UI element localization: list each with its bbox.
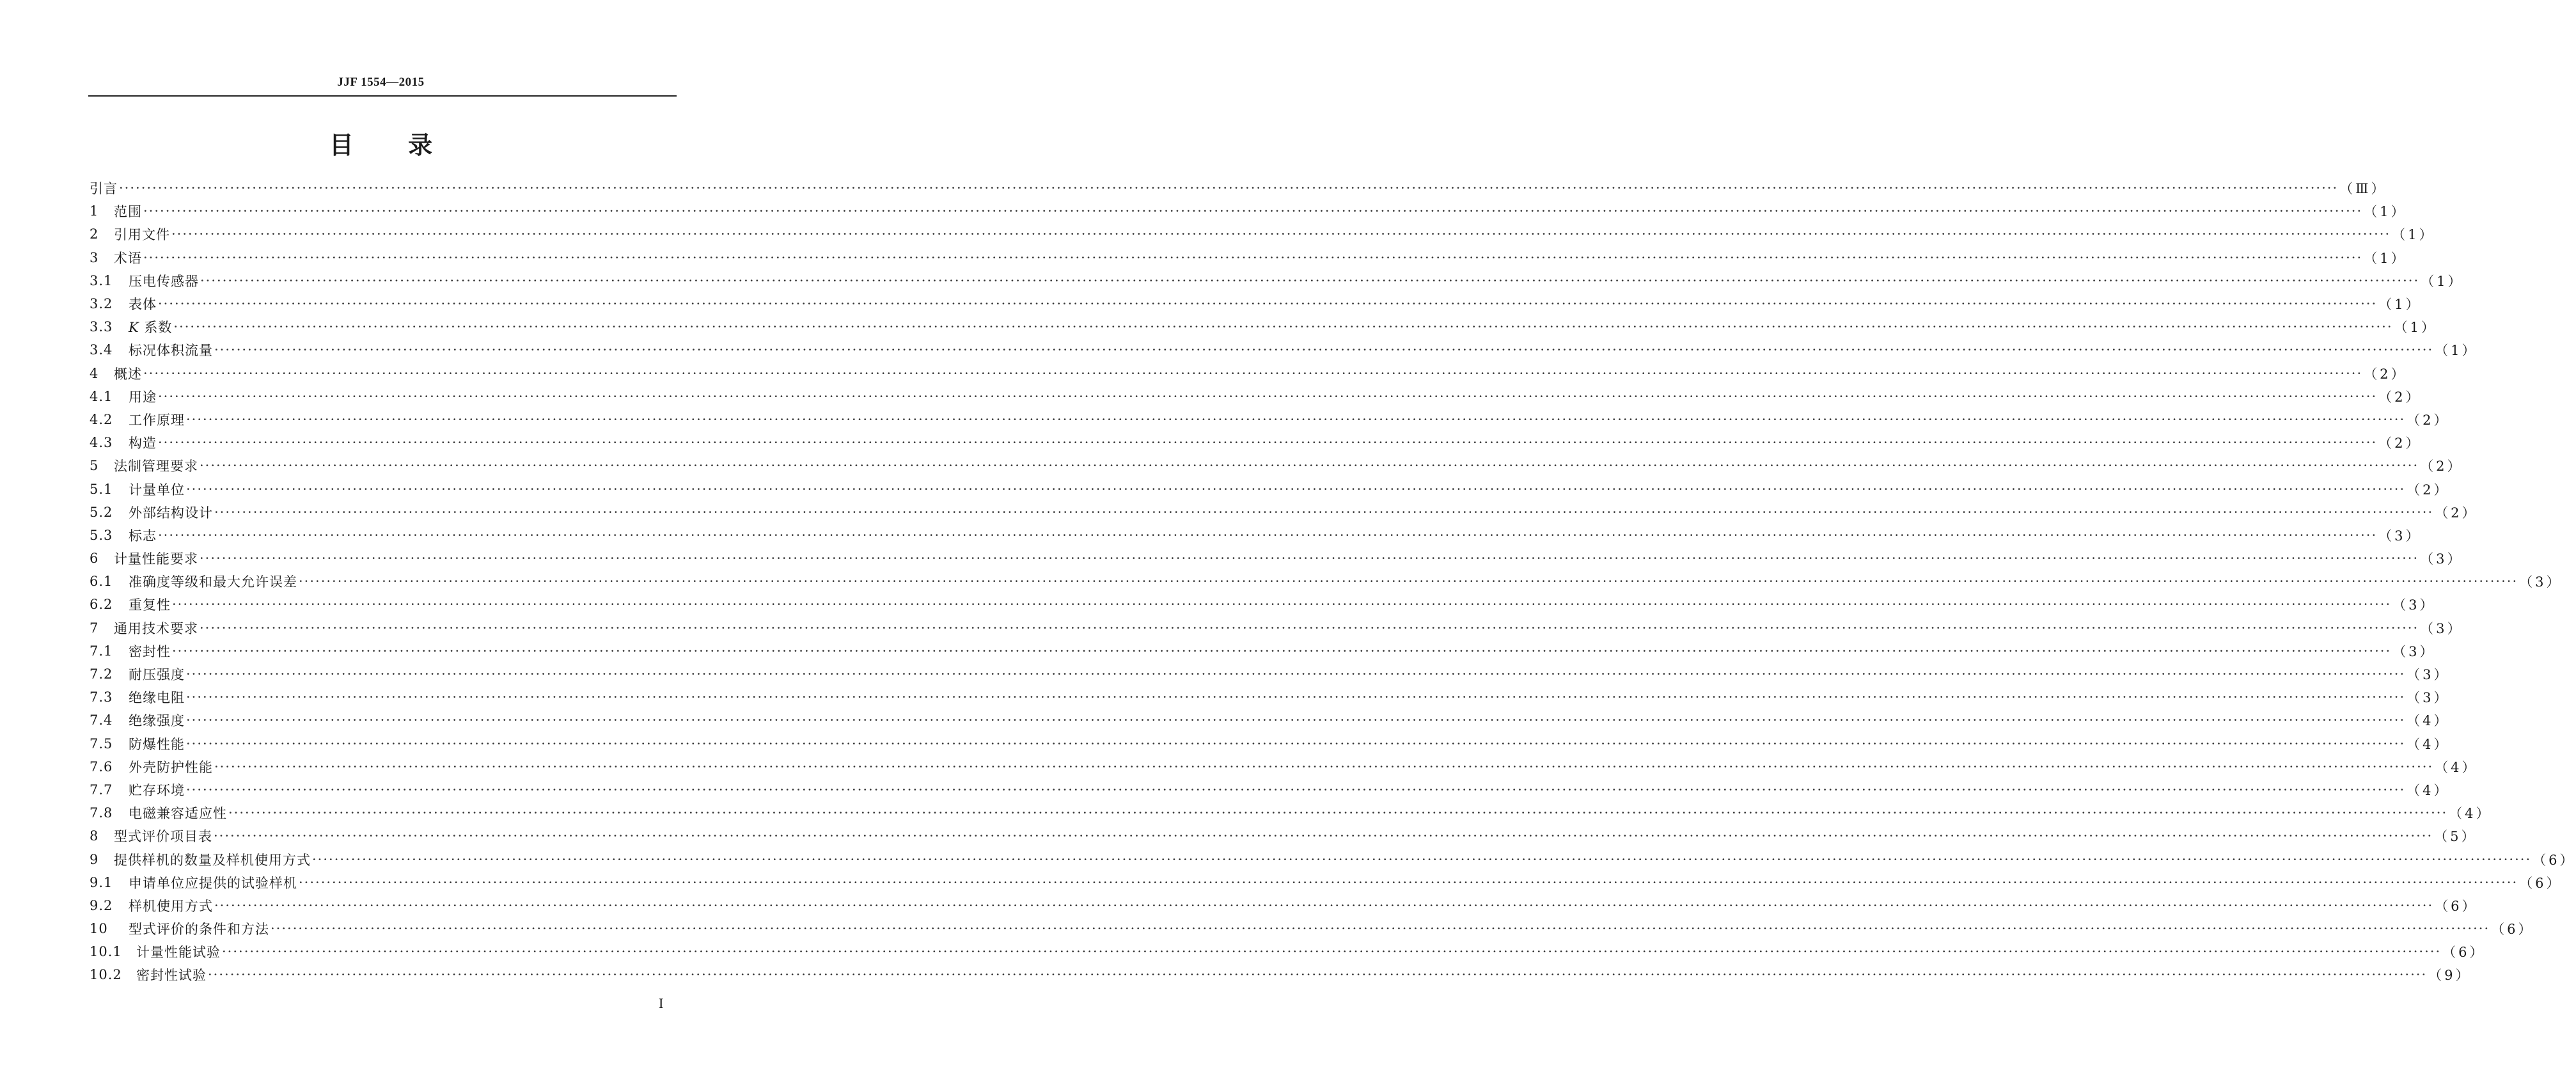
toc-entry-number: 10.1 [90,944,122,960]
toc-entry-title-text: 申请单位应提供的试验样机 [129,875,297,891]
toc-entry[interactable] [90,871,2563,894]
toc-entry-title [129,317,172,336]
toc-leader-dots: ················································································································································································································································································································································································································ [208,967,2428,983]
toc-entry-number: 7.5 [90,735,113,751]
toc-entry[interactable] [90,362,2407,385]
toc-leader-dots: ················································································································································································································································································································································································································ [158,388,2378,404]
toc-entry-title-text: 型式评价项目表 [114,829,212,845]
toc-entry-page: （3） [2420,551,2463,567]
toc-entry-number: 3.4 [90,342,113,358]
toc-entry-title [129,595,171,614]
toc-entry[interactable] [90,223,2435,246]
toc-entry-number: 10 [90,921,108,937]
toc-entry-page: （4） [2407,713,2450,729]
toc-entry-title [114,456,198,475]
toc-entry-number: 7.3 [90,689,113,705]
toc-entry[interactable] [90,801,2492,824]
toc-entry-number: 7.7 [90,782,113,798]
toc-entry-title-text: 计量性能要求 [114,551,198,567]
toc-entry-page: （6） [2435,898,2478,914]
toc-entry-title [136,942,221,961]
toc-entry-title [129,410,185,429]
toc-entry[interactable] [90,246,2407,269]
toc-entry-title [129,711,185,730]
toc-entry-title-text: 通用技术要求 [114,620,198,636]
toc-entry-title [129,433,157,452]
page-number: I [659,995,664,1011]
toc-entry-title [129,734,185,753]
toc-entry[interactable] [90,547,2463,570]
toc-entry-number: 10.2 [90,967,122,983]
toc-entry-number: 7 [90,620,99,636]
toc-entry[interactable] [90,454,2463,477]
toc-entry-page: （6） [2491,922,2534,938]
toc-entry-number: 6 [90,551,99,567]
toc-entry-title-text: 耐压强度 [129,667,185,683]
toc-entry-title [129,340,213,359]
toc-entry-title [129,294,157,313]
toc-entry-title [129,780,185,799]
toc-entry[interactable] [90,477,2450,500]
toc-entry-title-text: 防爆性能 [129,736,185,752]
toc-entry-title [90,178,118,198]
toc-entry-title [114,549,198,568]
toc-entry-title [129,803,227,822]
toc-entry-number: 3.1 [90,272,113,288]
toc-entry-page: （2） [2378,389,2422,405]
toc-leader-dots: ················································································································································································································································································································································································································ [186,689,2406,705]
toc-leader-dots: ················································································································································································································································································································································································································ [214,828,2433,844]
toc-entry-page: （1） [2378,297,2422,313]
toc-leader-dots: ················································································································································································································································································································································································································ [119,180,2339,196]
toc-entry-title-text: 计量性能试验 [136,945,221,961]
toc-entry-title [114,618,198,638]
toc-leader-dots: ················································································································································································································································································································································································································ [172,643,2392,659]
toc-entry-page: （1） [2364,250,2407,266]
toc-entry-number: 3.3 [90,319,113,335]
toc-entry-title-text: 绝缘电阻 [129,690,185,706]
toc-entry-title-text: 构造 [129,436,157,452]
toc-entry[interactable] [90,570,2563,593]
toc-leader-dots: ················································································································································································································································································································································································································ [186,712,2406,728]
toc-entry-number: 5.2 [90,504,113,520]
toc-entry-title [114,248,142,267]
toc-entry-title [129,664,185,684]
toc-entry-number: 5.1 [90,481,113,497]
toc-entry[interactable] [90,917,2534,940]
toc-entry-title-text: 密封性试验 [136,968,207,984]
toc-entry-page: （4） [2435,759,2478,775]
toc-leader-dots: ················································································································································································································································································································································································································ [299,574,2518,590]
toc-entry-title [129,641,171,661]
toc-entry-number: 7.8 [90,805,113,821]
toc-entry[interactable] [90,778,2450,801]
toc-entry-page: （1） [2364,204,2407,220]
toc-entry-page: （5） [2434,829,2478,845]
toc-entry-title-text: 样机使用方式 [129,898,213,914]
toc-entry-number: 1 [90,203,99,219]
toc-entry-page: （3） [2407,690,2450,706]
toc-entry[interactable] [90,524,2422,547]
toc-entry[interactable] [90,501,2478,524]
toc-leader-dots: ················································································································································································································································································································································································································ [143,249,2363,265]
toc-entry-title-text: 电磁兼容适应性 [129,806,227,822]
toc-entry[interactable] [90,963,2472,986]
toc-entry-number: 8 [90,828,99,844]
toc-leader-dots: ················································································································································································································································································································································································································ [214,897,2434,913]
toc-leader-dots: ················································································································································································································································································································································································································ [271,921,2490,937]
toc-entry-title [129,503,213,522]
toc-entry-number: 9 [90,851,99,867]
toc-leader-dots: ················································································································································································································································································································································································································ [200,620,2419,636]
toc-leader-dots: ················································································································································································································································································································································································································ [172,597,2392,613]
toc-entry-page: （2） [2435,505,2478,521]
toc-entry-page: （Ⅲ） [2339,181,2387,197]
toc-entry-page: （9） [2428,968,2472,984]
toc-entry-title-text: 型式评价的条件和方法 [129,922,269,938]
toc-entry-number: 4.3 [90,435,113,451]
toc-entry-title [129,387,157,406]
toc-entry-page: （1） [2435,343,2478,359]
toc-leader-dots: ················································································································································································································································································································································································································ [214,342,2434,358]
toc-leader-dots: ················································································································································································································································································································································································································ [200,458,2419,474]
toc-entry-title-text: 法制管理要求 [114,459,198,475]
toc-entry-page: （2） [2407,482,2450,498]
toc-entry-title [129,873,297,892]
toc-leader-dots: ················································································································································································································································································································································································································ [228,805,2448,821]
toc-entry-title [129,896,213,915]
toc-entry-title-text: 引言 [90,181,118,197]
toc-entry-title [114,224,170,244]
toc-leader-dots: ················································································································································································································································································································································································································ [158,296,2378,312]
toc-entry-title [129,526,157,545]
toc-leader-dots: ················································································································································································································································································································································································································ [158,527,2378,543]
toc-leader-dots: ················································································································································································································································································································································································································ [158,435,2378,451]
toc-leader-dots: ················································································································································································································································································································································································································ [222,944,2442,960]
toc-entry-page: （2） [2378,436,2422,452]
toc-leader-dots: ················································································································································································································································································································································································································ [173,319,2393,335]
toc-entry-title-text: 绝缘强度 [129,713,185,729]
header-rule [88,95,677,97]
toc-entry-number: 7.4 [90,712,113,728]
toc-entry-title-text: 外部结构设计 [129,505,213,521]
toc-entry-page: （3） [2378,528,2422,544]
toc-entry-number: 6.1 [90,574,113,590]
toc-entry-title-text: 用途 [129,389,157,405]
toc-entry-title-text: 计量单位 [129,482,185,498]
toc-entry-title-text: 系数 [139,320,173,336]
toc-entry[interactable] [90,824,2478,847]
toc-entry[interactable] [90,617,2463,640]
toc-leader-dots: ················································································································································································································································································································································································································ [299,874,2518,890]
toc-leader-dots: ················································································································································································································································································································································································································ [312,851,2532,867]
toc-entry-title-text: 压电传感器 [129,273,199,289]
toc-entry[interactable] [90,732,2450,755]
toc-leader-dots: ················································································································································································································································································································································································································ [186,481,2406,497]
toc-entry[interactable] [90,894,2478,917]
toc-entry-page: （1） [2421,273,2464,289]
toc-entry-title [129,688,185,707]
toc-entry-page: （3） [2420,620,2463,636]
toc-entry-title-text: 范围 [114,204,142,220]
toc-entry-number: 9.1 [90,874,113,890]
toc-entry-title-text: 外壳防护性能 [129,759,213,775]
toc-entry-page: （1） [2392,227,2435,243]
toc-entry-number: 4.1 [90,388,113,404]
toc-entry-title-text: 引用文件 [114,227,170,243]
toc-entry[interactable] [90,940,2486,963]
toc-entry-number: 7.6 [90,759,113,774]
toc-leader-dots: ················································································································································································································································································································································································································ [171,226,2391,242]
toc-entry[interactable] [90,593,2436,616]
toc-entry-title-text: 概述 [114,366,142,382]
toc-entry[interactable] [90,640,2436,663]
toc-entry-title-text: 标志 [129,528,157,544]
toc-entry-page: （3） [2519,574,2563,590]
toc-entry-number: 3 [90,249,99,265]
toc-leader-dots: ················································································································································································································································································································································································································ [143,203,2363,219]
toc-entry-number: 5.3 [90,527,113,543]
toc-entry-number: 4 [90,365,99,381]
toc-entry-title [129,919,269,938]
toc-entry-title [129,271,199,290]
toc-entry-title-text: 标况体积流量 [129,343,213,359]
toc-entry[interactable] [90,847,2576,870]
toc-entry-title-text: 术语 [114,250,142,266]
toc-entry[interactable] [90,755,2478,778]
toc-entry-title [129,757,213,776]
toc-leader-dots: ················································································································································································································································································································································································································ [143,365,2363,381]
table-of-contents [90,177,2576,987]
toc-leader-dots: ················································································································································································································································································································································································································ [186,782,2406,798]
toc-entry-title-text: 贮存环境 [129,782,185,798]
toc-entry[interactable] [90,431,2422,454]
toc-entry-page: （4） [2449,806,2492,822]
toc-entry[interactable] [90,408,2450,431]
toc-entry-page: （6） [2533,852,2576,868]
toc-entry-title [114,364,142,383]
toc-entry-title-text: 密封性 [129,643,171,659]
running-header: JJF 1554—2015 [337,75,425,89]
toc-leader-dots: ················································································································································································································································································································································································································ [200,551,2419,567]
toc-entry-page: （4） [2407,782,2450,798]
toc-entry[interactable] [90,385,2422,408]
toc-entry[interactable] [90,338,2478,361]
toc-entry-title [129,572,297,591]
toc-entry-number: 5 [90,458,99,474]
toc-entry[interactable] [90,200,2407,223]
toc-leader-dots: ················································································································································································································································································································································································································ [200,272,2420,288]
toc-entry-number: 6.2 [90,597,113,613]
toc-entry-page: （2） [2420,459,2463,475]
toc-entry-page: （3） [2392,597,2436,613]
toc-leader-dots: ················································································································································································································································································································································································································ [214,504,2434,520]
toc-leader-dots: ················································································································································································································································································································································································································ [186,735,2406,751]
toc-entry[interactable] [90,315,2437,338]
toc-entry-page: （1） [2394,320,2437,336]
toc-entry[interactable] [90,292,2422,315]
toc-entry-number: 3.2 [90,296,113,312]
toc-entry-title-text: 工作原理 [129,412,185,428]
toc-entry-title-text: 提供样机的数量及样机使用方式 [114,852,311,868]
toc-entry-page: （3） [2392,643,2436,659]
toc-entry-page: （2） [2364,366,2407,382]
toc-entry-number: 2 [90,226,99,242]
toc-entry-title-text: 表体 [129,297,157,313]
toc-entry-number: 7.2 [90,666,113,682]
toc-entry-page: （2） [2407,412,2450,428]
toc-entry-title [114,826,212,845]
toc-entry-page: （6） [2519,875,2563,891]
toc-entry-page: （3） [2407,667,2450,683]
toc-entry-title-symbol: K [129,320,139,336]
toc-entry[interactable] [90,686,2450,709]
toc-entry-page: （6） [2442,945,2486,961]
toc-entry-title [129,480,185,499]
toc-entry-title [136,965,207,984]
toc-entry-title [114,850,311,869]
toc-entry-number: 9.2 [90,897,113,913]
toc-entry-number: 7.1 [90,643,113,659]
toc-entry-title-text: 重复性 [129,597,171,613]
toc-entry[interactable] [90,269,2464,292]
toc-entry-title-text: 准确度等级和最大允许误差 [129,574,297,590]
toc-leader-dots: ················································································································································································································································································································································································································ [186,666,2406,682]
toc-entry[interactable] [90,177,2387,200]
toc-entry-title [114,201,142,221]
toc-leader-dots: ················································································································································································································································································································································································································ [186,411,2406,427]
toc-entry-number: 4.2 [90,411,113,427]
toc-entry[interactable] [90,663,2450,686]
toc-entry-page: （4） [2407,736,2450,752]
toc-leader-dots: ················································································································································································································································································································································································································ [214,759,2434,774]
page-title: 目 录 [329,131,433,159]
toc-entry[interactable] [90,709,2450,732]
